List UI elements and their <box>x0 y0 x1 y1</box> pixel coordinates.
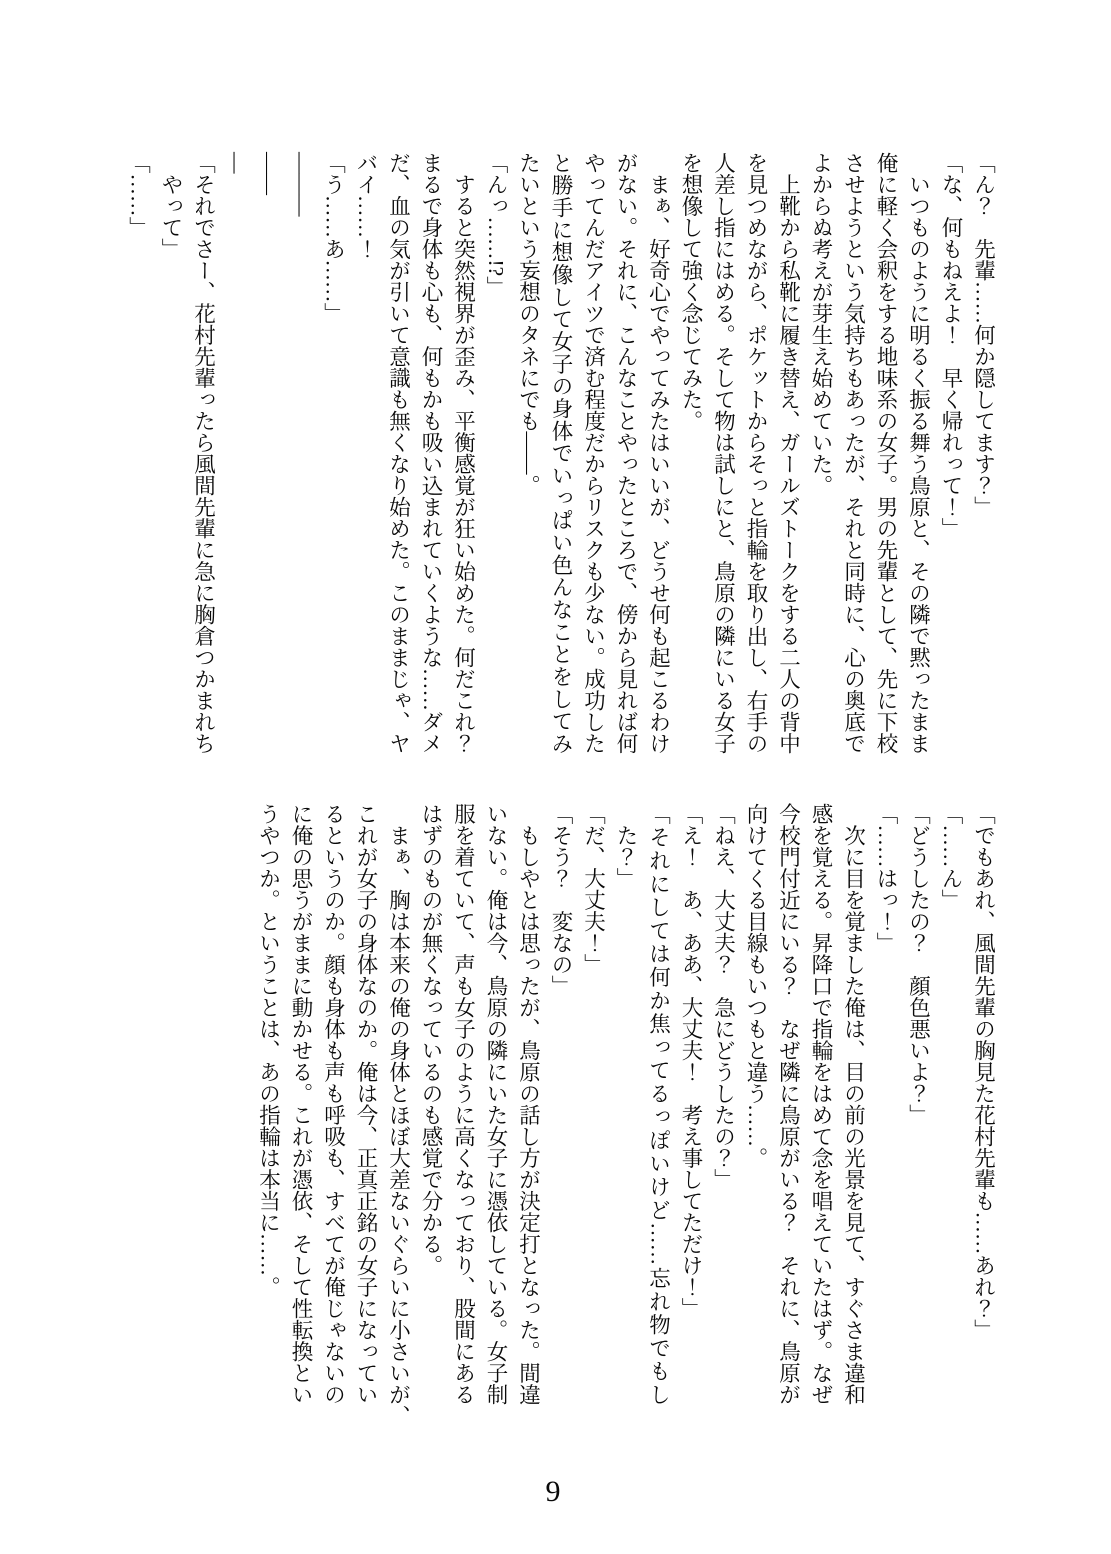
text-column: るというのか。顔も身体も声も呼吸も、すべてが俺じゃないの <box>321 803 346 1405</box>
text-column: やって」 <box>159 152 183 260</box>
text-column: やってんだアイツで済む程度だからリスクも少ない。成功した <box>581 152 606 754</box>
upper-text-block <box>122 152 1000 754</box>
text-column: 服を着ていて、声も女子のように高くなっており、股間にある <box>451 803 476 1405</box>
text-column: 「……」 <box>126 152 151 238</box>
text-column: 「どうしたの？ 顔色悪いよ？」 <box>906 803 931 1126</box>
text-column: 「だ、大丈夫！」 <box>581 803 606 975</box>
text-column: まるで身体も心も、何もかも吸い込まれていくような……ダメ <box>419 152 443 754</box>
text-column: を見つめながら、ポケットからそっと指輪を取り出し、右手の <box>744 152 768 754</box>
text-column: もしやとは思ったが、鳥原の話し方が決定打となった。間違 <box>516 803 541 1405</box>
text-column: 俺に軽く会釈をする地味系の女子。男の先輩として、先に下校 <box>874 152 898 754</box>
text-column: 「ん？ 先輩……何か隠してます？」 <box>971 152 996 518</box>
text-column: 「……ん」 <box>939 803 963 911</box>
text-column: た？」 <box>614 803 638 889</box>
text-column: 「それにしては何か焦ってるっぽいけど……忘れ物でもし <box>646 803 671 1405</box>
text-column: たいという妄想のタネにでも――。 <box>516 152 541 496</box>
page-number: 9 <box>545 1475 561 1508</box>
text-column: 次に目を覚ました俺は、目の前の光景を見て、すぐさま違和 <box>841 803 866 1405</box>
text-column: を想像して強く念じてみた。 <box>679 152 703 432</box>
text-column: 「え！ あ、ああ、大丈夫！ 考え事してただけ！」 <box>679 803 703 1319</box>
text-column: 「な、何もねえよ！ 早く帰れって！」 <box>939 152 963 539</box>
text-column: 「んっ……!?」 <box>484 152 508 298</box>
text-column: だ、血の気が引いて意識も無くなり始めた。このままじゃ、ヤ <box>386 152 411 754</box>
lower-text-block <box>252 803 1000 1427</box>
text-column: 「う……あ……」 <box>321 152 346 324</box>
text-column: まぁ、胸は本来の俺の身体とほぼ大差ないぐらいに小さいが、 <box>386 803 411 1427</box>
text-column: させようという気持ちもあったが、それと同時に、心の奥底で <box>841 152 866 754</box>
text-column: はずのものが無くなっているのも感覚で分かる。 <box>419 803 443 1276</box>
text-column: すると突然視界が歪み、平衡感覚が狂い始めた。何だこれ？ <box>451 152 476 754</box>
text-column: に俺の思うがままに動かせる。これが憑依、そして性転換とい <box>289 803 313 1405</box>
text-column: 「……はっ！」 <box>874 803 898 954</box>
text-column: 「ねえ、大丈夫？ 急にどうしたの？」 <box>711 803 736 1190</box>
scene-break-dash: ――― <box>289 152 313 217</box>
text-column: 上靴から私靴に履き替え、ガールズトークをする二人の背中 <box>776 152 801 754</box>
text-column: 「でもあれ、風間先輩の胸見た花村先輩も……あれ？」 <box>971 803 996 1341</box>
text-column: これが女子の身体なのか。俺は今、正真正銘の女子になってい <box>354 803 378 1405</box>
scene-break-dash: ― <box>224 152 248 174</box>
text-column: まぁ、好奇心でやってみたはいいが、どうせ何も起こるわけ <box>646 152 671 754</box>
text-column: 「そう？ 変なの」 <box>549 803 573 997</box>
text-column: バイ……！ <box>354 152 378 260</box>
text-column: うやつか。ということは、あの指輪は本当に……。 <box>256 803 281 1298</box>
text-column: 人差し指にはめる。そして物は試しにと、鳥原の隣にいる女子 <box>711 152 736 754</box>
text-column: 感を覚える。昇降口で指輪をはめて念を唱えていたはず。なぜ <box>809 803 833 1405</box>
text-column: と勝手に想像して女子の身体でいっぱい色んなことをしてみ <box>549 152 573 754</box>
text-column: 「それでさー、花村先輩ったら風間先輩に急に胸倉つかまれち <box>191 152 216 754</box>
scene-break-dash: ―― <box>256 152 281 195</box>
text-column: がない。それに、こんなことやったところで、傍から見れば何 <box>614 152 638 754</box>
text-column: いない。俺は今、鳥原の隣にいた女子に憑依している。女子制 <box>484 803 508 1405</box>
text-column: いつものように明るく振る舞う鳥原と、その隣で黙ったまま <box>906 152 931 754</box>
text-column: 向けてくる目線もいつもと違う……。 <box>744 803 768 1169</box>
text-column: よからぬ考えが芽生え始めていた。 <box>809 152 833 496</box>
text-column: 今校門付近にいる？ なぜ隣に鳥原がいる？ それに、鳥原が <box>776 803 801 1405</box>
